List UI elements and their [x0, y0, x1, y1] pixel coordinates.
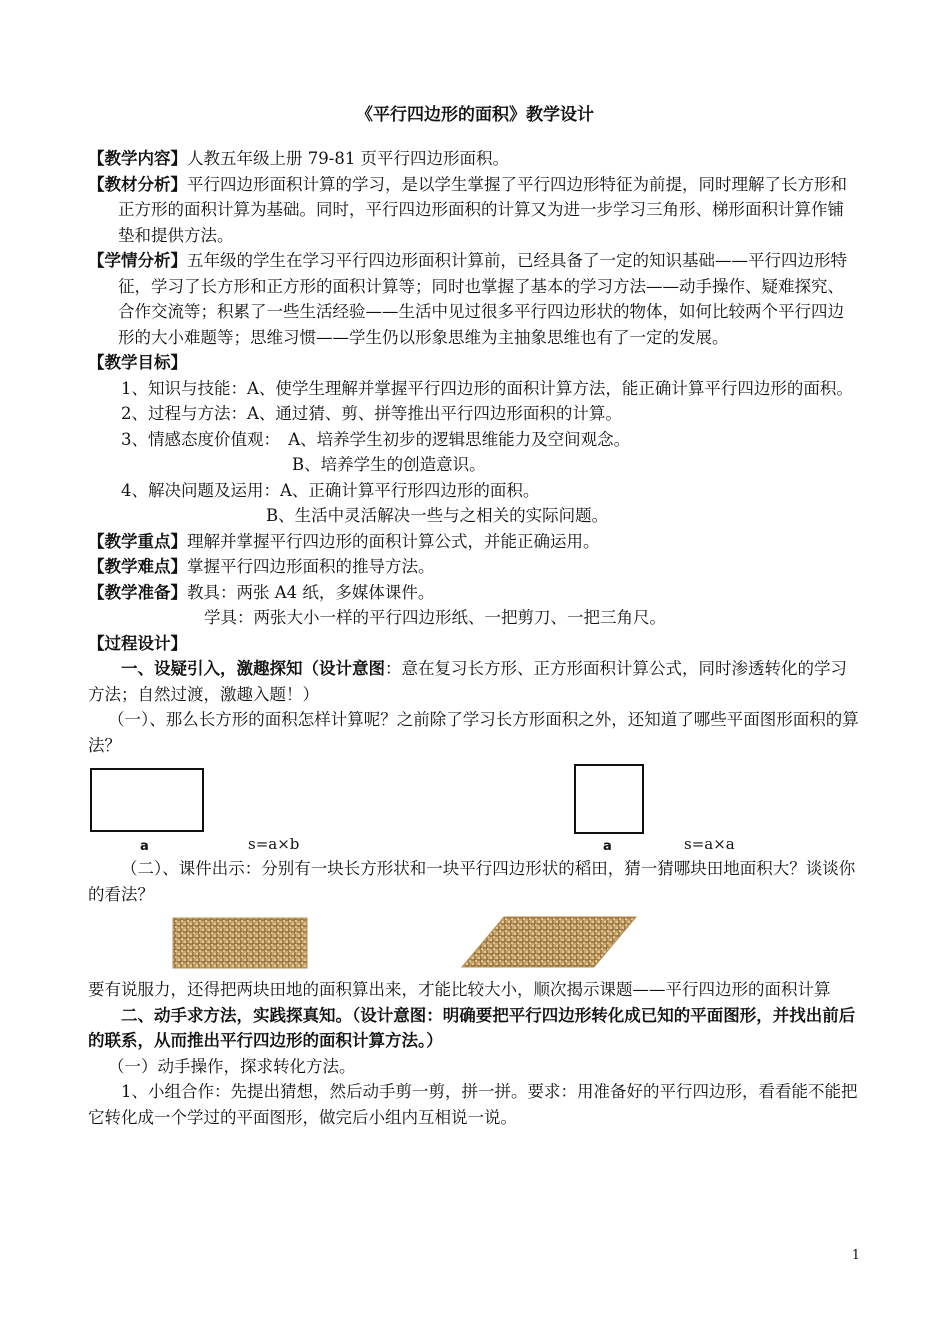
step-2-sub: （一）动手操作，探求转化方法。 [108, 1056, 356, 1076]
goals-label: 【教学目标】 [88, 353, 187, 372]
key-point [88, 529, 860, 555]
diff-label: 【教学难点】 [88, 557, 187, 576]
step-1 [88, 656, 860, 707]
key-text: 理解并掌握平行四边形的面积计算公式，并能正确运用。 [187, 531, 600, 551]
rectangle-side-label: a [140, 839, 149, 854]
step-1-bold: 一、设疑引入，激趣探知（设计意图 [121, 659, 385, 678]
material-text: 平行四边形面积计算的学习，是以学生掌握了平行四边形特征为前提，同时理解了长方形和正方形的面积计算为基础。同时，平行四边形面积的计算又为进一步学习三角形、梯形面积计算作铺垫和提供方法。 [118, 174, 847, 245]
goal-4b: B、生活中灵活解决一些与之相关的实际问题。 [266, 506, 609, 525]
goal-3b-line [88, 452, 860, 478]
step-1-text: ：意在复习长方形、正方形面积计算公式，同时渗透转化的学习方法；自然过渡，激趣入题！） [88, 659, 847, 704]
shape-figures [88, 764, 860, 856]
rectangle-formula: s=a×b [248, 835, 300, 853]
page-number: 1 [851, 1248, 860, 1263]
learner-analysis [88, 248, 860, 350]
step-2: 二、动手求方法，实践探真知。（设计意图：明确要把平行四边形转化成已知的平面图形，并找出前后的联系，从而推出平行四边形的面积计算方法。） [88, 1005, 856, 1050]
diff-text: 掌握平行四边形面积的推导方法。 [187, 557, 435, 576]
rectangle-figure [90, 768, 204, 832]
material-analysis [88, 172, 860, 249]
preparation-2-line [88, 605, 860, 631]
process-label: 【过程设计】 [88, 633, 187, 653]
rice-field-figures [88, 913, 860, 971]
question-2: （二）、课件出示：分别有一块长方形状和一块平行四边形状的稻田，猜一猜哪块田地面积大？谈谈你的看法？ [88, 859, 856, 904]
goal-2: 2、过程与方法：A、通过猜、剪、拼等推出平行四边形面积的计算。 [121, 404, 622, 423]
content-label: 【教学内容】 [88, 149, 187, 168]
question-2-follow: 要有说服力，还得把两块田地的面积算出来，才能比较大小，顺次揭示课题——平行四边形的面积计算 [88, 980, 831, 999]
goal-3a: 3、情感态度价值观： A、培养学生初步的逻辑思维能力及空间观念。 [121, 429, 631, 449]
key-label: 【教学重点】 [88, 531, 187, 551]
prep-label: 【教学准备】 [88, 582, 187, 602]
teaching-content [88, 146, 860, 172]
goal-3b: B、培养学生的创造意识。 [292, 455, 486, 474]
step-2-item-1: 1、小组合作：先提出猜想，然后动手剪一剪，拼一拼。要求：用准备好的平行四边形，看看能不能把它转化成一个学过的平面图形，做完后小组内互相说一说。 [88, 1082, 858, 1127]
prep-text-2: 学具：两张大小一样的平行四边形纸、一把剪刀、一把三角尺。 [204, 608, 666, 627]
content-text: 人教五年级上册 79-81 页平行四边形面积。 [187, 149, 510, 168]
square-formula: s=a×a [684, 835, 735, 853]
document-title: 《平行四边形的面积》教学设计 [356, 105, 594, 125]
square-figure [574, 764, 644, 834]
learner-label: 【学情分析】 [88, 251, 187, 270]
rectangular-rice-field [172, 917, 312, 971]
goal-4b-line [88, 503, 860, 529]
material-label: 【教材分析】 [88, 174, 187, 194]
goal-4a: 4、解决问题及运用：A、正确计算平行形四边形的面积。 [121, 480, 540, 500]
square-side-label: a [603, 839, 612, 854]
parallelogram-rice-field [460, 915, 640, 971]
difficult-point [88, 554, 860, 580]
question-1: （一）、那么长方形的面积怎样计算呢？之前除了学习长方形面积之外，还知道了哪些平面图形面积的算法？ [88, 710, 859, 755]
prep-text-1: 教具：两张 A4 纸，多媒体课件。 [187, 582, 435, 602]
goal-1: 1、知识与技能：A、使学生理解并掌握平行四边形的面积计算方法，能正确计算平行四边形的面积。 [121, 378, 853, 398]
document-body [88, 146, 860, 1130]
preparation [88, 580, 860, 606]
learner-text: 五年级的学生在学习平行四边形面积计算前，已经具备了一定的知识基础——平行四边形特征，学习了长方形和正方形的面积计算等；同时也掌握了基本的学习方法——动手操作、疑难探究、合作交流等；积累了一些生活经验——生活中见过很多平行四边形状的物体，如何比较两个平行四边形的大小难题等；思维习惯——学生仍以形象思维为主抽象思维也有了一定的发展。 [118, 251, 847, 347]
